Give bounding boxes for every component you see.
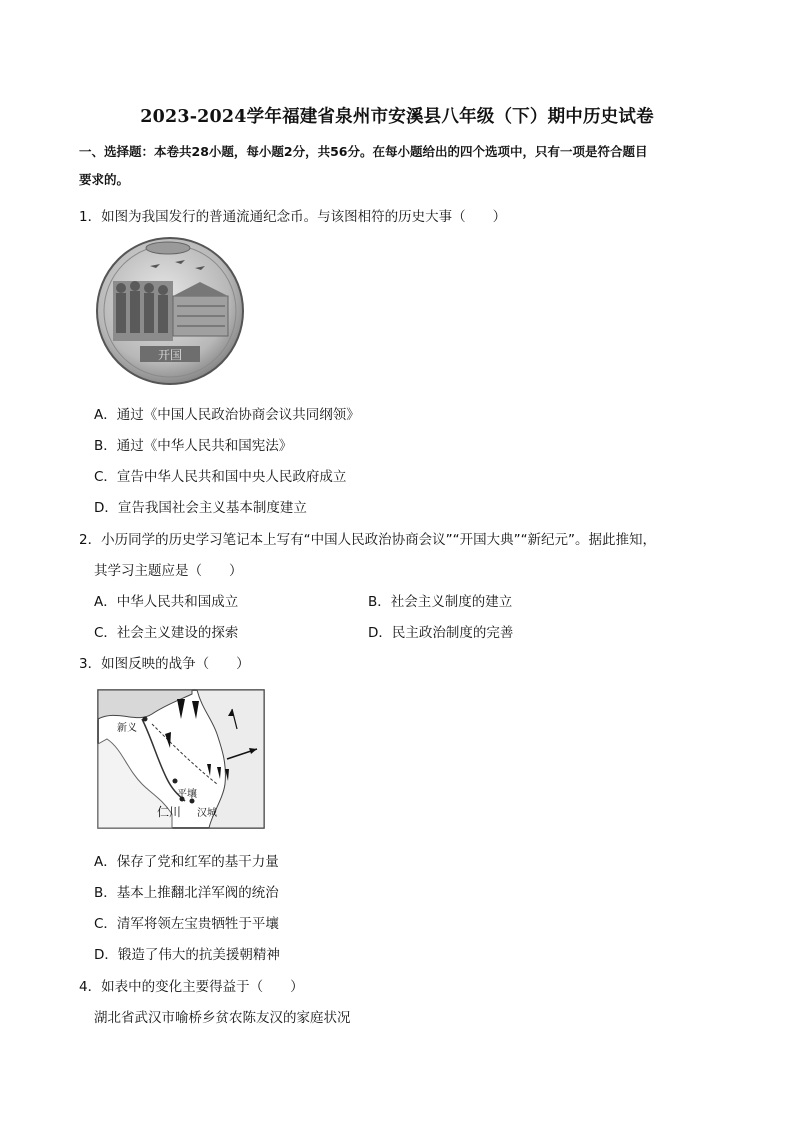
question-2-option-c: C．社会主义建设的探索 (94, 625, 239, 641)
question-2-option-b: B．社会主义制度的建立 (368, 594, 513, 610)
question-2-option-a: A．中华人民共和国成立 (94, 594, 239, 610)
question-3-option-b: B．基本上推翻北洋军阀的统治 (94, 885, 279, 901)
map-label-city-3: 仁川 (157, 805, 182, 819)
question-2-stem-line-2: 其学习主题应是（ ） (94, 563, 243, 579)
question-3-option-a: A．保存了党和红军的基干力量 (94, 854, 279, 870)
question-1-option-c: C．宣告中华人民共和国中央人民政府成立 (94, 469, 347, 485)
map-label-city-1: 新义 (117, 723, 137, 734)
question-3-stem: 3．如图反映的战争（ ） (79, 656, 250, 672)
page-title: 2023-2024学年福建省泉州市安溪县八年级（下）期中历史试卷 (140, 107, 654, 127)
commemorative-coin-image (95, 236, 245, 386)
map-label-city-2: 平壤 (177, 789, 197, 800)
question-1-option-b: B．通过《中华人民共和国宪法》 (94, 438, 293, 454)
map-label-city-4: 汉城 (197, 808, 217, 819)
coin-label: 开国 (157, 348, 183, 362)
question-2-option-d: D．民主政治制度的完善 (368, 625, 514, 641)
question-4-stem: 4．如表中的变化主要得益于（ ） (79, 979, 304, 995)
question-4-table-caption: 湖北省武汉市喻桥乡贫农陈友汉的家庭状况 (94, 1010, 351, 1026)
section-heading (79, 138, 729, 194)
question-3-option-c: C．清军将领左宝贵牺牲于平壤 (94, 916, 279, 932)
question-3-option-d: D．锻造了伟大的抗美援朝精神 (94, 947, 280, 963)
section-heading-line-2: 要求的。 (79, 172, 130, 187)
section-heading-line-1: 一、选择题：本卷共28小题，每小题2分，共56分。在每小题给出的四个选项中，只有一项是符合题目 (79, 144, 648, 159)
korean-war-map-image (97, 689, 265, 829)
question-1-option-a: A．通过《中国人民政治协商会议共同纲领》 (94, 407, 360, 423)
question-1-stem: 1．如图为我国发行的普通流通纪念币。与该图相符的历史大事（ ） (79, 209, 507, 225)
question-2-stem-line-1: 2．小历同学的历史学习笔记本上写有“中国人民政治协商会议”“开国大典”“新纪元”。据此推知， (79, 532, 657, 548)
question-1-option-d: D．宣告我国社会主义基本制度建立 (94, 500, 307, 516)
